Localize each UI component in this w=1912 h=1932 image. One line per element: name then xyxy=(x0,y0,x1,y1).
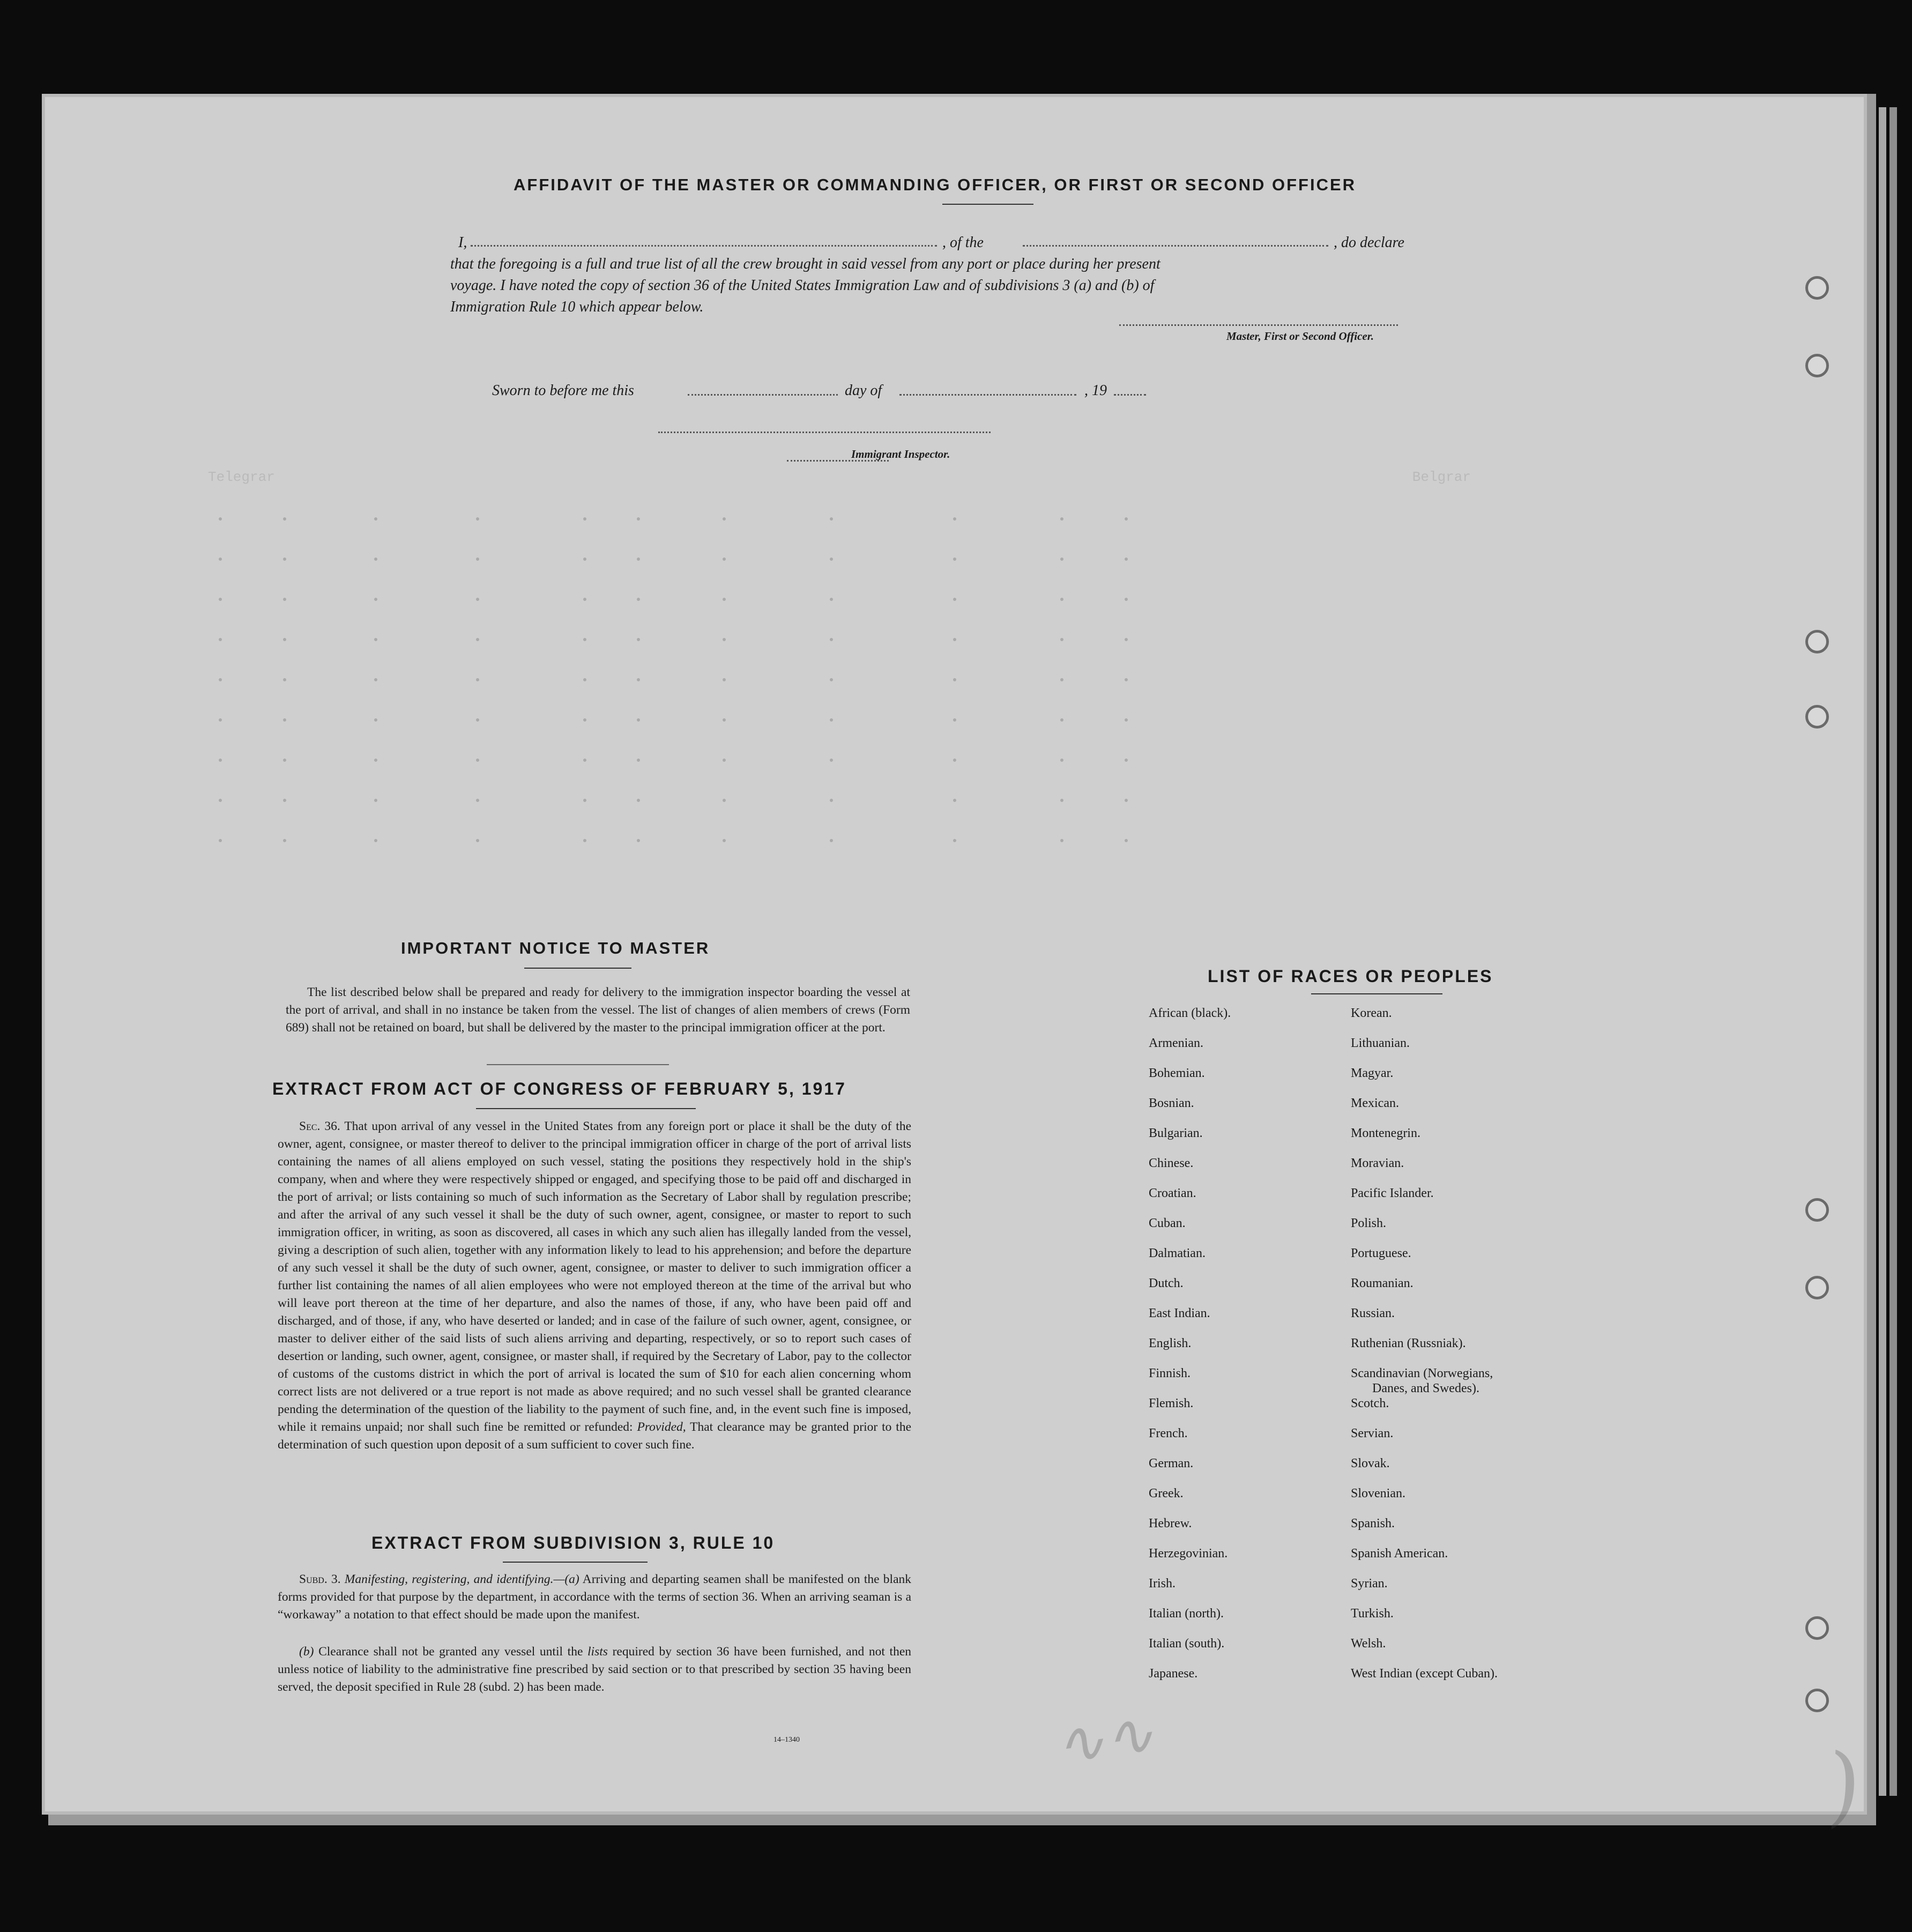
race-item: Finnish. xyxy=(1149,1366,1191,1380)
sec-36-label: Sec. 36. xyxy=(299,1119,340,1133)
notice-title: IMPORTANT NOTICE TO MASTER xyxy=(401,939,710,957)
master-name-field[interactable] xyxy=(471,245,937,247)
bleed-through-dot xyxy=(374,558,377,561)
subd-3a-body: Arriving and departing seamen shall be manifested on the blank forms provided for that purpose by the department, in accordance with the terms of section 36. When an arriving seaman is a “workaway” a notation to that effect should be made upon the manifest. xyxy=(278,1572,912,1622)
race-item-continuation: Danes, and Swedes). xyxy=(1372,1381,1479,1395)
subd-3a-text xyxy=(278,1571,911,1624)
act-extract-title: EXTRACT FROM ACT OF CONGRESS OF FEBRUARY 5, 1917 xyxy=(272,1079,846,1098)
bleed-through-dot xyxy=(830,598,833,601)
bleed-through-dot xyxy=(1125,678,1128,681)
bleed-through-dot xyxy=(1060,678,1063,681)
bleed-through-dot xyxy=(1060,718,1063,722)
bleed-through-dot xyxy=(953,718,956,722)
subd-3b-body-2: required by section 36 have been furnished, and not then unless notice of liability to the administrative fine prescribed by said section or to that prescribed by section 35 having been served, the deposit specified in Rule 28 (subd. 2) has been made. xyxy=(278,1645,912,1694)
bleed-through-dot xyxy=(374,718,377,722)
race-item: Slovak. xyxy=(1351,1457,1390,1470)
bleed-through-dot xyxy=(637,718,640,722)
binder-hole-icon xyxy=(1805,1616,1829,1640)
race-item: Bosnian. xyxy=(1149,1096,1194,1110)
affidavit-declare-label: , do declare xyxy=(1334,234,1404,251)
race-item: Scandinavian (Norwegians, xyxy=(1351,1366,1493,1380)
bleed-through-dot xyxy=(723,799,726,802)
signer-label: Master, First or Second Officer. xyxy=(1226,330,1374,343)
bleed-through-dot xyxy=(637,759,640,762)
bleed-through-dot xyxy=(219,718,222,722)
bleed-through-dot xyxy=(283,598,286,601)
race-item: Moravian. xyxy=(1351,1156,1404,1170)
bleed-through-dot xyxy=(830,558,833,561)
bleed-through-dot xyxy=(1060,598,1063,601)
race-item: Japanese. xyxy=(1149,1667,1198,1681)
bleed-through-dot xyxy=(583,517,586,521)
race-item: Magyar. xyxy=(1351,1066,1394,1080)
bleed-through-dot xyxy=(723,558,726,561)
affidavit-title: AFFIDAVIT OF THE MASTER OR COMMANDING OFFICER, OR FIRST OR SECOND OFFICER xyxy=(514,175,1357,194)
bleed-through-dot xyxy=(723,839,726,842)
bleed-through-dot xyxy=(830,678,833,681)
bleed-through-dot xyxy=(1125,718,1128,722)
bleed-through-dot xyxy=(583,759,586,762)
year-label: , 19 xyxy=(1084,382,1107,399)
bleed-through-dot xyxy=(723,678,726,681)
race-item: Turkish. xyxy=(1351,1607,1394,1621)
bleed-through-dot xyxy=(283,638,286,641)
race-item: Pacific Islander. xyxy=(1351,1186,1434,1200)
bleed-through-dot xyxy=(374,839,377,842)
form-number: 14–1340 xyxy=(773,1736,800,1744)
race-item: Spanish. xyxy=(1351,1517,1395,1530)
race-item: Roumanian. xyxy=(1351,1276,1413,1290)
race-item: Korean. xyxy=(1351,1006,1392,1020)
bleed-through-dot xyxy=(374,638,377,641)
bleed-through-dot xyxy=(953,839,956,842)
race-item: Polish. xyxy=(1351,1216,1387,1230)
bleed-through-dot xyxy=(219,517,222,521)
bleed-through-dot xyxy=(830,799,833,802)
subd-3b-text xyxy=(278,1643,911,1696)
page-edge-right-2 xyxy=(1889,107,1897,1796)
declaration-line-1: that the foregoing is a full and true list of all the crew brought in said vessel from any port or place during her present xyxy=(450,256,1160,272)
bleed-through-dot xyxy=(637,558,640,561)
race-item: Armenian. xyxy=(1149,1036,1203,1050)
bleed-through-dot xyxy=(637,517,640,521)
race-item: Flemish. xyxy=(1149,1396,1194,1410)
bleed-through-dot xyxy=(219,759,222,762)
subd-heading: Manifesting, registering, and identifying.—(a) xyxy=(344,1572,579,1586)
race-item: Hebrew. xyxy=(1149,1517,1192,1530)
bleed-through-dot xyxy=(1125,598,1128,601)
bleed-through-dot xyxy=(1060,558,1063,561)
bleed-through-dot xyxy=(374,678,377,681)
races-left-column xyxy=(1149,1005,1342,1696)
race-item: Croatian. xyxy=(1149,1186,1196,1200)
subd-3b-body-1: Clearance shall not be granted any vessel until the xyxy=(318,1645,583,1659)
bleed-through-dot xyxy=(953,598,956,601)
sec-36-text xyxy=(278,1118,911,1454)
bleed-through-dot xyxy=(219,799,222,802)
day-of-label: day of xyxy=(845,382,882,399)
provided-label: Provided, xyxy=(637,1420,686,1434)
bleed-through-dot xyxy=(1125,839,1128,842)
sworn-day-field[interactable] xyxy=(688,394,838,396)
subd-b-label: (b) xyxy=(299,1645,314,1659)
races-underline xyxy=(1311,993,1442,994)
bleed-through-dot xyxy=(283,517,286,521)
bleed-through-dot xyxy=(476,718,479,722)
bleed-through-dot xyxy=(283,839,286,842)
bleed-through-dot xyxy=(723,517,726,521)
race-item: Slovenian. xyxy=(1351,1487,1405,1500)
rule-extract-underline xyxy=(503,1562,648,1563)
bleed-through-dot xyxy=(374,598,377,601)
bleed-through-dot xyxy=(953,799,956,802)
title-underline xyxy=(942,204,1033,205)
race-item: Irish. xyxy=(1149,1577,1176,1591)
inspector-label: Immigrant Inspector. xyxy=(851,448,950,460)
race-item: Servian. xyxy=(1351,1426,1394,1440)
sworn-year-field[interactable] xyxy=(1114,394,1146,396)
races-title: LIST OF RACES OR PEOPLES xyxy=(1208,967,1493,986)
race-item: Chinese. xyxy=(1149,1156,1194,1170)
master-signature-field[interactable] xyxy=(1119,324,1398,326)
bleed-through-dot xyxy=(374,759,377,762)
affidavit-i-label: I, xyxy=(458,234,467,251)
sworn-label: Sworn to before me this xyxy=(492,382,634,399)
race-item: Cuban. xyxy=(1149,1216,1186,1230)
bleed-through-dot xyxy=(723,718,726,722)
bleed-through-dot xyxy=(723,638,726,641)
declaration-line-3: Immigration Rule 10 which appear below. xyxy=(450,299,704,315)
bleed-through-dot xyxy=(283,799,286,802)
race-item: Montenegrin. xyxy=(1351,1126,1420,1140)
race-item: Spanish American. xyxy=(1351,1547,1448,1561)
affidavit-of-the-label: , of the xyxy=(942,234,984,251)
bleed-through-dot xyxy=(637,799,640,802)
race-item: Herzegovinian. xyxy=(1149,1547,1228,1561)
race-item: Italian (south). xyxy=(1149,1637,1225,1651)
faint-handwritten-mark: ∿∿ xyxy=(1050,1698,1158,1780)
binder-hole-icon xyxy=(1805,705,1829,729)
race-item: German. xyxy=(1149,1457,1194,1470)
race-item: Bulgarian. xyxy=(1149,1126,1203,1140)
bleed-through-dot xyxy=(476,558,479,561)
race-item: Syrian. xyxy=(1351,1577,1388,1591)
bleed-through-dot xyxy=(283,678,286,681)
race-item: Dutch. xyxy=(1149,1276,1184,1290)
race-item: Greek. xyxy=(1149,1487,1184,1500)
notice-underline xyxy=(524,968,631,969)
bleed-through-dot xyxy=(1060,517,1063,521)
bleed-through-dot xyxy=(583,839,586,842)
bleed-through-dot xyxy=(583,718,586,722)
vessel-name-field[interactable] xyxy=(1023,245,1328,247)
bleed-through-dot xyxy=(830,718,833,722)
notice-text: The list described below shall be prepared and ready for delivery to the immigration inspector boarding the vessel at the port of arrival, and shall in no instance be taken from the vessel. The list of changes of alien members of crews (Form 689) shall not be retained on board, but shall be delivered by the master to the principal immigration officer at the port. xyxy=(286,985,910,1035)
bleed-through-dot xyxy=(830,517,833,521)
race-item: West Indian (except Cuban). xyxy=(1351,1667,1498,1681)
race-item: East Indian. xyxy=(1149,1306,1210,1320)
race-item: Bohemian. xyxy=(1149,1066,1205,1080)
bleed-through-dot xyxy=(476,598,479,601)
bleed-through-dot xyxy=(1125,638,1128,641)
binder-hole-icon xyxy=(1805,276,1829,300)
bleed-through-dot xyxy=(1125,759,1128,762)
bleed-through-dot xyxy=(1060,759,1063,762)
binder-hole-icon xyxy=(1805,1276,1829,1299)
bleed-through-dot xyxy=(219,678,222,681)
subd-label: Subd. 3. xyxy=(299,1572,341,1586)
bleed-through-dot xyxy=(830,759,833,762)
bleed-through-dot xyxy=(830,638,833,641)
bleed-through-dot xyxy=(283,718,286,722)
race-item: Scotch. xyxy=(1351,1396,1389,1410)
bleed-through-dot xyxy=(953,558,956,561)
faint-handwritten-mark: ) xyxy=(1820,1732,1868,1837)
inspector-signature-field[interactable] xyxy=(658,432,991,433)
bleed-through-dot xyxy=(476,517,479,521)
bleed-through-dot xyxy=(219,558,222,561)
document-page: Telegrar Belgrar AFFIDAVIT OF THE MASTER OR COMMANDING OFFICER, OR FIRST OR SECOND OFFICER I, , of the , do declare that the foregoing is a full and true list of all the crew brought in said vessel from any port or place during her present voyage. I have noted the copy of section 36 of the United States Immigration Law and of subdivisions 3 (a) and (b) of Immigration Rule 10 which appear below. Master, First or Second Officer. Sworn to before me this day of , 19 Immigrant Inspector. IMPORTANT NOTICE TO MASTER The list described below shall be prepared and ready for delivery to the immigration inspector boarding the vessel at the port of arrival, and shall in no instance be taken from the vessel. The list of changes of alien members of crews (Form 689) shall not be retained on board, but shall be delivered by the master to the principal immigration officer at the port. EXTRACT FROM ACT OF CONGRESS OF FEBRUARY 5, 1917 Sec. 36. That upon arrival of any vessel in the United States from any foreign port or place it shall be the duty of the owner, agent, consignee, or master thereof to deliver to the principal immigration officer in charge of the port of arrival lists containing the names of all aliens employed on such vessel, stating the positions they respectively hold in the ship's company, when and where they were respectively shipped or engaged, and specifying those to be paid off and discharged in the port of arrival; or lists containing so much of such information as the Secretary of Labor shall by regulation prescribe; and after the arrival of any such vessel it shall be the duty of such owner, agent, consignee, or master to report to such immigration officer, in writing, as soon as discovered, all cases in which any such alien has illegally landed from the vessel, giving a description of such alien, together with any information likely to lead to his apprehension; and before the departure of any such vessel it shall be the duty of such owner, agent, consignee, or master to deliver to such immigration officer a further list containing the names of all alien employees who were not employed thereon at the time of the arrival but who will leave port thereon at the time of her departure, and also the names of those, if any, who have been paid off and discharged, and of those, if any, who have deserted or landed; and in case of the failure of such owner, agent, consignee, or master to deliver either of the said lists of such aliens arriving and departing, respectively, or so to report such cases of desertion or landing, such owner, agent, consignee, or master shall, if required by the Secretary of Labor, pay to the collector of customs of the customs district in which the port of arrival is located the sum of $10 for each alien concerning whom correct lists are not delivered or a true report is not made as above required; and no such vessel shall be granted clearance pending the determination of the question of the liability to the payment of such fine, and, in the event such fine is imposed, while it remains unpaid; nor shall such fine be remitted or refunded: Provided, That clearance may be granted prior to the determination of such question upon deposit of a sum sufficient to cover such fine. EXTRACT FROM SUBDIVISION 3, RULE 10 Subd. 3. Manifesting, registering, and identifying.—(a) Arriving and departing seamen shall be manifested on the blank forms provided for that purpose by the department, in accordance with the terms of section 36. When an arriving seaman is a “workaway” a notation to that effect should be made upon the manifest. (b) Clearance shall not be granted any vessel until the lists required by section 36 have been furnished, and not then unless notice of liability to the administrative fine prescribed by said section or to that prescribed by section 35 having been served, the deposit specified in Rule 28 (subd. 2) has been made. 14–1340 LIST OF RACES OR PEOPLES African (black). Armenian. Bohemian. Bosnian. Bulgarian. Chinese. Croatian. Cuban. Dalmatian. Dutch. East Indian. English. Finnish. Flemish. French. German. Greek. Hebrew. Herzegovinian. Irish. Italian (north). Italian (south). Japanese. Korean. Lithuanian. Magyar. Mexican. Montenegrin. Moravian. Pacific Islander. Polish. Portuguese. Roumanian. Russian. Ruthenian (Russniak). Scandinavian (Norwegians, Danes, and Swedes). Scotch. Servian. Slovak. Slovenian. Spanish. Spanish American. Syrian. Turkish. Welsh. West Indian (except Cuban). ∿∿ ) xyxy=(42,94,1867,1815)
bleed-through-dot xyxy=(583,558,586,561)
bleed-through-dot xyxy=(1060,799,1063,802)
bleed-through-dot xyxy=(283,759,286,762)
bleed-through-dot xyxy=(953,678,956,681)
bleed-through-dot xyxy=(583,638,586,641)
bleed-through-dot xyxy=(1060,839,1063,842)
binder-hole-icon xyxy=(1805,1689,1829,1712)
bleed-through-dot xyxy=(219,638,222,641)
race-item: Lithuanian. xyxy=(1351,1036,1410,1050)
bleed-through-dot xyxy=(283,558,286,561)
lists-word: lists xyxy=(587,1645,608,1659)
bleed-through-dot xyxy=(637,839,640,842)
binder-hole-icon xyxy=(1805,354,1829,377)
rule-extract-title: EXTRACT FROM SUBDIVISION 3, RULE 10 xyxy=(371,1533,775,1552)
bleed-through-dot xyxy=(1125,517,1128,521)
race-item: French. xyxy=(1149,1426,1188,1440)
binder-hole-icon xyxy=(1805,630,1829,653)
bleed-through-dot xyxy=(583,598,586,601)
binder-hole-icon xyxy=(1805,1198,1829,1222)
bleed-through-dot xyxy=(1125,558,1128,561)
declaration-line-2: voyage. I have noted the copy of section 36 of the United States Immigration Law and of subdivisions 3 (a) and (b) of xyxy=(450,277,1155,294)
bleed-through-dot xyxy=(953,759,956,762)
race-item: Italian (north). xyxy=(1149,1607,1224,1621)
race-item: Russian. xyxy=(1351,1306,1395,1320)
race-item: Welsh. xyxy=(1351,1637,1386,1651)
bleed-through-dot xyxy=(723,598,726,601)
bleed-through-dot xyxy=(830,839,833,842)
act-extract-underline xyxy=(476,1108,696,1109)
race-item: African (black). xyxy=(1149,1006,1231,1020)
sec-36-body: That upon arrival of any vessel in the United States from any foreign port or place it shall be the duty of the owner, agent, consignee, or master thereof to deliver to the principal immigration officer in charge of the port of arrival lists containing the names of all aliens employed on such vessel, stating the positions they respectively hold in the ship's company, when and where they were respectively shipped or engaged, and specifying those to be paid off and discharged in the port of arrival; or lists containing so much of such information as the Secretary of Labor shall by regulation prescribe; and after the arrival of any such vessel it shall be the duty of such owner, agent, consignee, or master to report to such immigration officer, in writing, as soon as discovered, all cases in which any such alien has illegally landed from the vessel, giving a description of such alien, together with any information likely to lead to his apprehension; and before the departure of any such vessel it shall be the duty of such owner, agent, consignee, or master to deliver to such immigration officer a further list containing the names of all alien employees who were not employed thereon at the time of the arrival but who will leave port thereon at the time of her departure, and also the names of those, if any, who have been paid off and discharged, and of those, if any, who have deserted or landed; and in case of the failure of such owner, agent, consignee, or master to deliver either of the said lists of such aliens arriving and departing, respectively, or so to report such cases of desertion or landing, such owner, agent, consignee, or master shall, if required by the Secretary of Labor, pay to the collector of customs of the customs district in which the port of arrival is located the sum of $10 for each alien concerning whom correct lists are not delivered or a true report is not made as above required; and no such vessel shall be granted clearance pending the determination of the question of the liability to the payment of such fine, and, in the event such fine is imposed, while it remains unpaid; nor shall such fine be remitted or refunded: xyxy=(278,1119,912,1434)
bleed-through-dot xyxy=(637,638,640,641)
sworn-month-field[interactable] xyxy=(899,394,1076,396)
race-item: Ruthenian (Russniak). xyxy=(1351,1336,1466,1350)
bleed-through-dot xyxy=(583,678,586,681)
bleed-through-dot xyxy=(1125,799,1128,802)
races-right-column xyxy=(1351,1005,1597,1696)
race-item: Mexican. xyxy=(1351,1096,1399,1110)
bleed-through-dot xyxy=(219,839,222,842)
bleed-through-dot xyxy=(953,517,956,521)
bleed-through-dot xyxy=(476,799,479,802)
bleed-through-dot xyxy=(374,799,377,802)
sec-36-proviso: That clearance may be granted prior to the determination of such question upon deposit of a sum sufficient to cover such fine. xyxy=(278,1420,912,1452)
race-item: Portuguese. xyxy=(1351,1246,1411,1260)
bleed-through-dot xyxy=(583,799,586,802)
page-edge-right xyxy=(1879,107,1886,1796)
bleed-through-dot xyxy=(637,598,640,601)
bleed-through-dot xyxy=(637,678,640,681)
bleed-through-dot xyxy=(476,678,479,681)
bleed-through-dot xyxy=(476,759,479,762)
bleed-through-dot xyxy=(476,638,479,641)
race-item: English. xyxy=(1149,1336,1192,1350)
bleed-through-dot xyxy=(476,839,479,842)
bleed-through-dot xyxy=(953,638,956,641)
bleed-through-dot xyxy=(219,598,222,601)
bleed-through-dot xyxy=(1060,638,1063,641)
bleed-through-dot xyxy=(723,759,726,762)
bleed-through-dot xyxy=(374,517,377,521)
section-divider xyxy=(487,1064,669,1065)
race-item: Dalmatian. xyxy=(1149,1246,1206,1260)
